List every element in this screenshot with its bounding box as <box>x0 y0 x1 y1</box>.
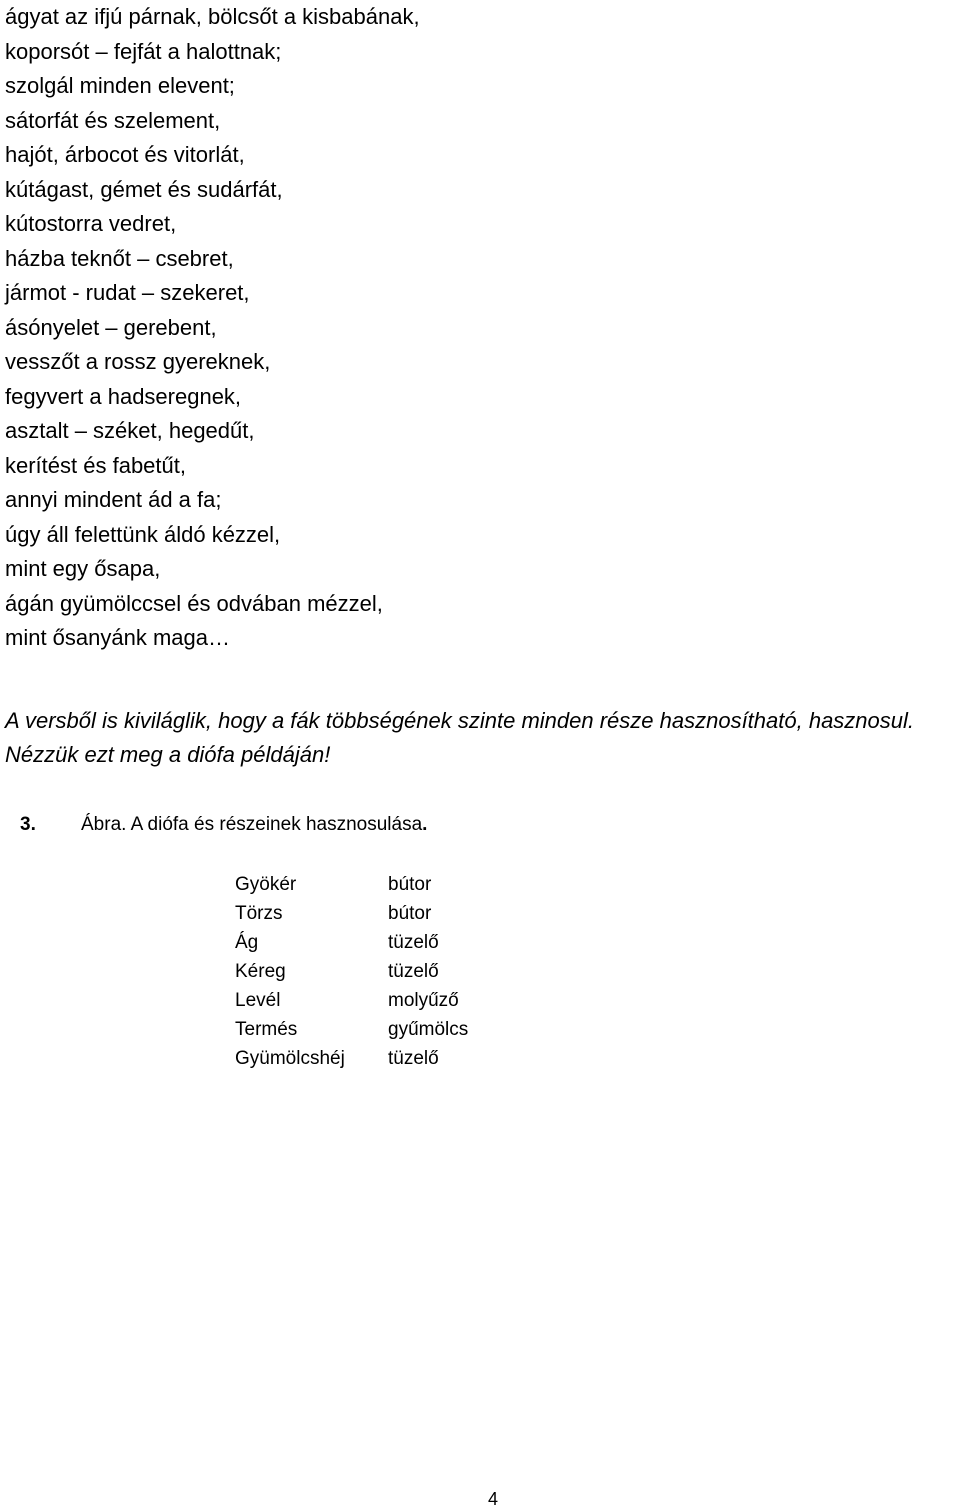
poem-line: szolgál minden elevent; <box>5 73 235 98</box>
use-cell: tüzelő <box>388 1048 439 1069</box>
page-number: 4 <box>488 1489 499 1509</box>
poem-line: sátorfát és szelement, <box>5 107 221 133</box>
table-row <box>235 986 468 1015</box>
poem-line: jármot - rudat – szekeret, <box>5 280 250 305</box>
use-cell: molyűző <box>388 990 459 1011</box>
poem-line: kútostorra vedret, <box>5 211 177 236</box>
poem-line: annyi mindent ád a fa; <box>5 487 222 512</box>
table-row <box>235 928 468 957</box>
poem-line: házba teknőt – csebret, <box>5 245 234 271</box>
part-cell: Levél <box>235 990 281 1011</box>
walnut-parts-table <box>235 870 468 1073</box>
poem-line: mint ősanyánk maga… <box>5 625 230 650</box>
table-row <box>235 957 468 986</box>
use-cell: bútor <box>388 874 432 895</box>
use-cell: gyűmölcs <box>388 1019 469 1040</box>
poem-line: ágyat az ifjú párnak, bölcsőt a kisbabának, <box>5 4 420 29</box>
commentary-paragraph: A versből is kiviláglik, hogy a fák többségének szinte minden része hasznosítható, hasznosul. Nézzük ezt meg a diófa példáján! <box>5 708 915 767</box>
figure-number: 3. <box>20 814 36 835</box>
table-row <box>235 899 468 928</box>
use-cell: tüzelő <box>388 961 439 982</box>
use-cell: tüzelő <box>388 932 439 953</box>
figure-caption <box>20 812 427 838</box>
part-cell: Gyümölcshéj <box>235 1048 345 1069</box>
figure-caption-text: Ábra. A diófa és részeinek hasznosulása <box>81 814 423 835</box>
part-cell: Kéreg <box>235 961 286 982</box>
poem-line: ágán gyümölccsel és odvában mézzel, <box>5 590 383 616</box>
use-cell: bútor <box>388 903 432 924</box>
table-row <box>235 870 468 899</box>
poem-line: úgy áll felettünk áldó kézzel, <box>5 521 281 547</box>
poem-line: hajót, árbocot és vitorlát, <box>5 142 245 167</box>
table-row <box>235 1015 468 1044</box>
part-cell: Termés <box>235 1019 298 1040</box>
part-cell: Gyökér <box>235 874 297 895</box>
table-row <box>235 1044 468 1073</box>
poem-line: vesszőt a rossz gyereknek, <box>5 349 271 374</box>
poem-line: fegyvert a hadseregnek, <box>5 383 242 409</box>
figure-caption-period: . <box>422 814 428 835</box>
poem-line: mint egy ősapa, <box>5 556 161 581</box>
part-cell: Ág <box>235 932 259 953</box>
poem-line: koporsót – fejfát a halottnak; <box>5 38 282 64</box>
poem-line: asztalt – széket, hegedűt, <box>5 418 255 443</box>
poem-line: ásónyelet – gerebent, <box>5 314 217 340</box>
poem <box>5 0 420 656</box>
part-cell: Törzs <box>235 903 283 924</box>
poem-line: kútágast, gémet és sudárfát, <box>5 176 283 202</box>
poem-line: kerítést és fabetűt, <box>5 452 186 478</box>
